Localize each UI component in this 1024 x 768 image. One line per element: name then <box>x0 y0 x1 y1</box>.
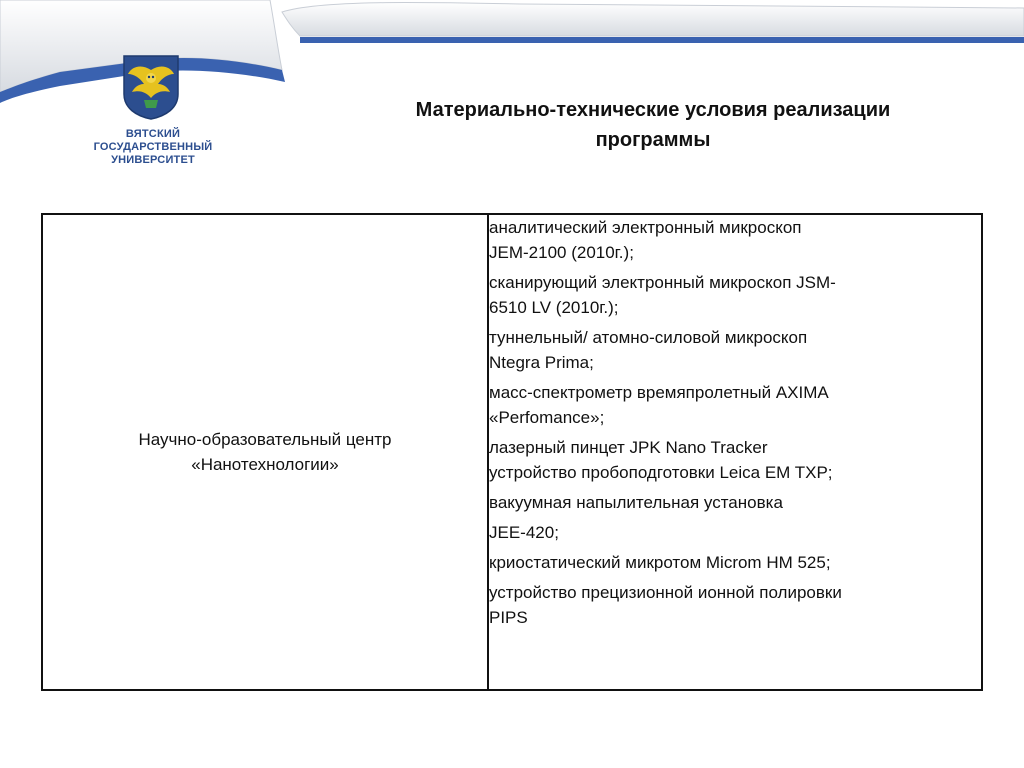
equipment-line: сканирующий электронный микроскоп JSM- <box>489 273 836 292</box>
equipment-line: PIPS <box>489 608 528 627</box>
equipment-item <box>489 580 981 630</box>
equipment-line: туннельный/ атомно-силовой микроскоп <box>489 328 808 347</box>
equipment-list-cell <box>488 214 982 690</box>
equipment-line: 6510 LV (2010г.); <box>489 298 619 317</box>
equipment-line: Ntegra Prima; <box>489 353 594 372</box>
table-row <box>42 214 982 690</box>
equipment-item <box>489 435 981 485</box>
equipment-line: лазерный пинцет JPK Nano Tracker <box>489 438 768 457</box>
center-name-line: «Нанотехнологии» <box>191 455 339 474</box>
equipment-item <box>489 520 981 545</box>
center-name-line: Научно-образовательный центр <box>138 430 392 449</box>
university-name-line: ВЯТСКИЙ <box>125 128 181 140</box>
title-line: Материально-технические условия реализации <box>415 99 891 121</box>
equipment-item <box>489 215 981 265</box>
equipment-item <box>489 380 981 430</box>
university-name-line: УНИВЕРСИТЕТ <box>111 154 195 166</box>
equipment-table <box>41 213 983 691</box>
equipment-item <box>489 550 981 575</box>
equipment-line: устройство прецизионной ионной полировки <box>489 583 842 602</box>
equipment-item <box>489 325 981 375</box>
center-name-cell <box>42 214 488 690</box>
page-title <box>320 95 986 155</box>
equipment-line: масс-спектрометр времяпролетный AXIMA <box>489 383 829 402</box>
equipment-line: устройство пробоподготовки Leica EM TXP; <box>489 463 833 482</box>
university-logo <box>88 48 218 178</box>
university-name <box>88 128 218 167</box>
equipment-line: криостатический микротом Microm HM 525; <box>489 553 831 572</box>
equipment-item <box>489 270 981 320</box>
title-line: программы <box>595 129 711 151</box>
equipment-line: вакуумная напылительная установка <box>489 493 783 512</box>
university-name-line: ГОСУДАРСТВЕННЫЙ <box>93 141 213 153</box>
equipment-item <box>489 490 981 515</box>
equipment-line: «Perfomance»; <box>489 408 605 427</box>
equipment-line: аналитический электронный микроскоп <box>489 218 802 237</box>
equipment-line: JEM-2100 (2010г.); <box>489 243 634 262</box>
equipment-line: JEE-420; <box>489 523 559 542</box>
crest-icon <box>122 54 180 120</box>
